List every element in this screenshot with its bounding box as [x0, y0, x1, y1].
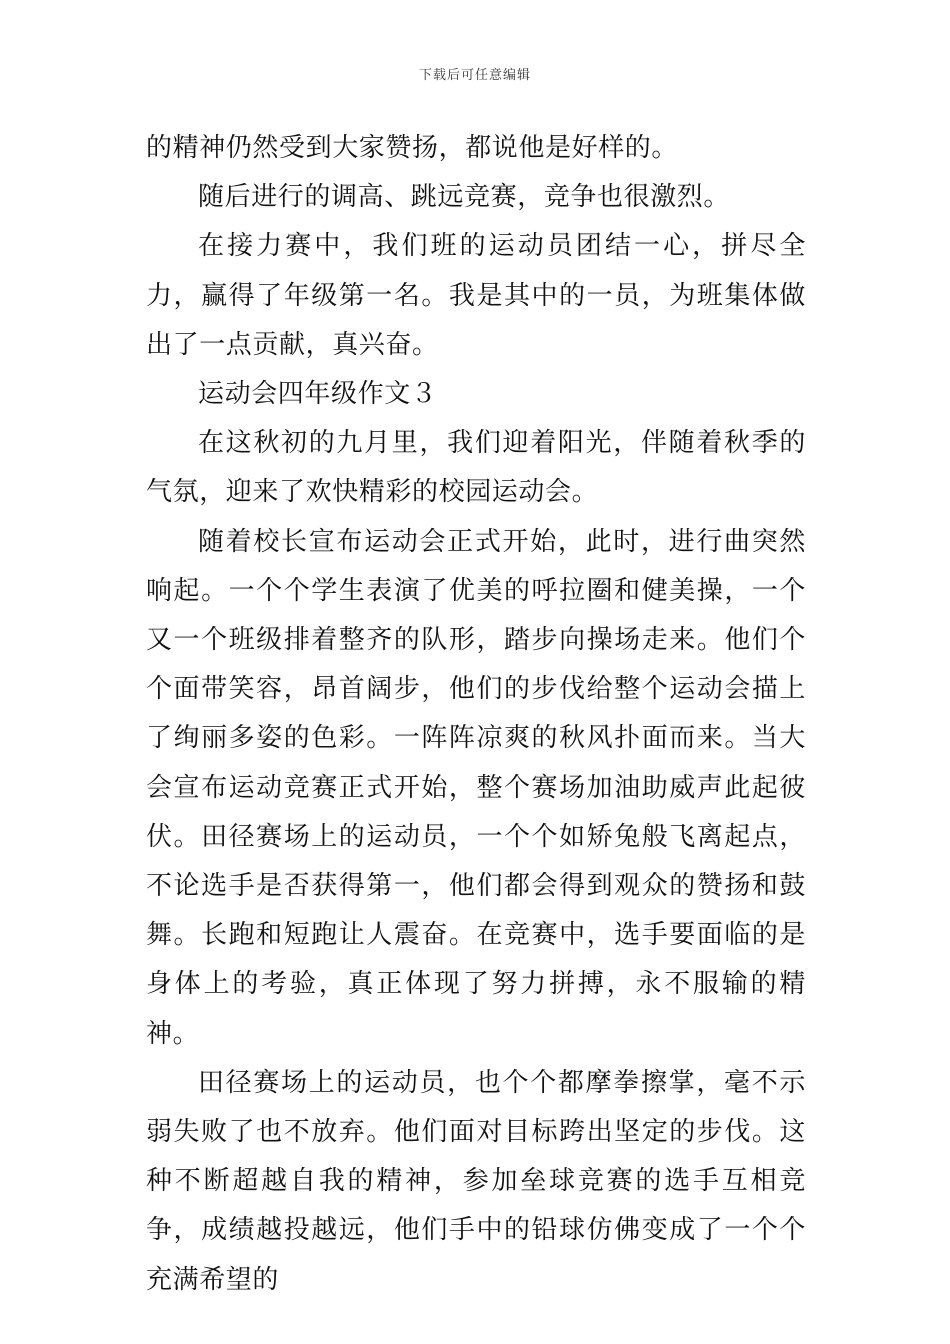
- document-body: [146, 124, 806, 1305]
- paragraph-high-long-jump: 随后进行的调高、跳远竞赛，竞争也很激烈。: [198, 182, 731, 213]
- paragraph-relay: 在接力赛中，我们班的运动员团结一心，拼尽全力，赢得了年级第一名。我是其中的一员，为班集体做出了一点贡献，真兴奋。: [146, 231, 806, 360]
- paragraph-continuation: 的精神仍然受到大家赞扬，都说他是好样的。: [146, 133, 679, 163]
- paragraph-track-field: 田径赛场上的运动员，也个个都摩拳擦掌，毫不示弱失败了也不放弃。他们面对目标跨出坚定的步伐。这种不断超越自我的精神，参加垒球竞赛的选手互相竞争，成绩越投越远，他们手中的铅球仿佛变成了一个个充满希望的: [146, 1067, 806, 1295]
- essay-title-3: 运动会四年级作文３: [198, 379, 438, 410]
- paragraph-opening-ceremony: 随着校长宣布运动会正式开始，此时，进行曲突然响起。一个个学生表演了优美的呼拉圈和健美操，一个又一个班级排着整齐的队形，踏步向操场走来。他们个个面带笑容，昂首阔步，他们的步伐给整个运动会描上了绚丽多姿的色彩。一阵阵凉爽的秋风扑面而来。当大会宣布运动竞赛正式开始，整个赛场加油助威声此起彼伏。田径赛场上的运动员，一个个如矫兔般飞离起点，不论选手是否获得第一，他们都会得到观众的赞扬和鼓舞。长跑和短跑让人震奋。在竞赛中，选手要面临的是身体上的考验，真正体现了努力拼搏，永不服输的精神。: [146, 526, 806, 1049]
- page-header-note: 下载后可任意编辑: [418, 68, 531, 83]
- paragraph-september: 在这秋初的九月里，我们迎着阳光，伴随着秋季的气氛，迎来了欢快精彩的校园运动会。: [146, 428, 806, 508]
